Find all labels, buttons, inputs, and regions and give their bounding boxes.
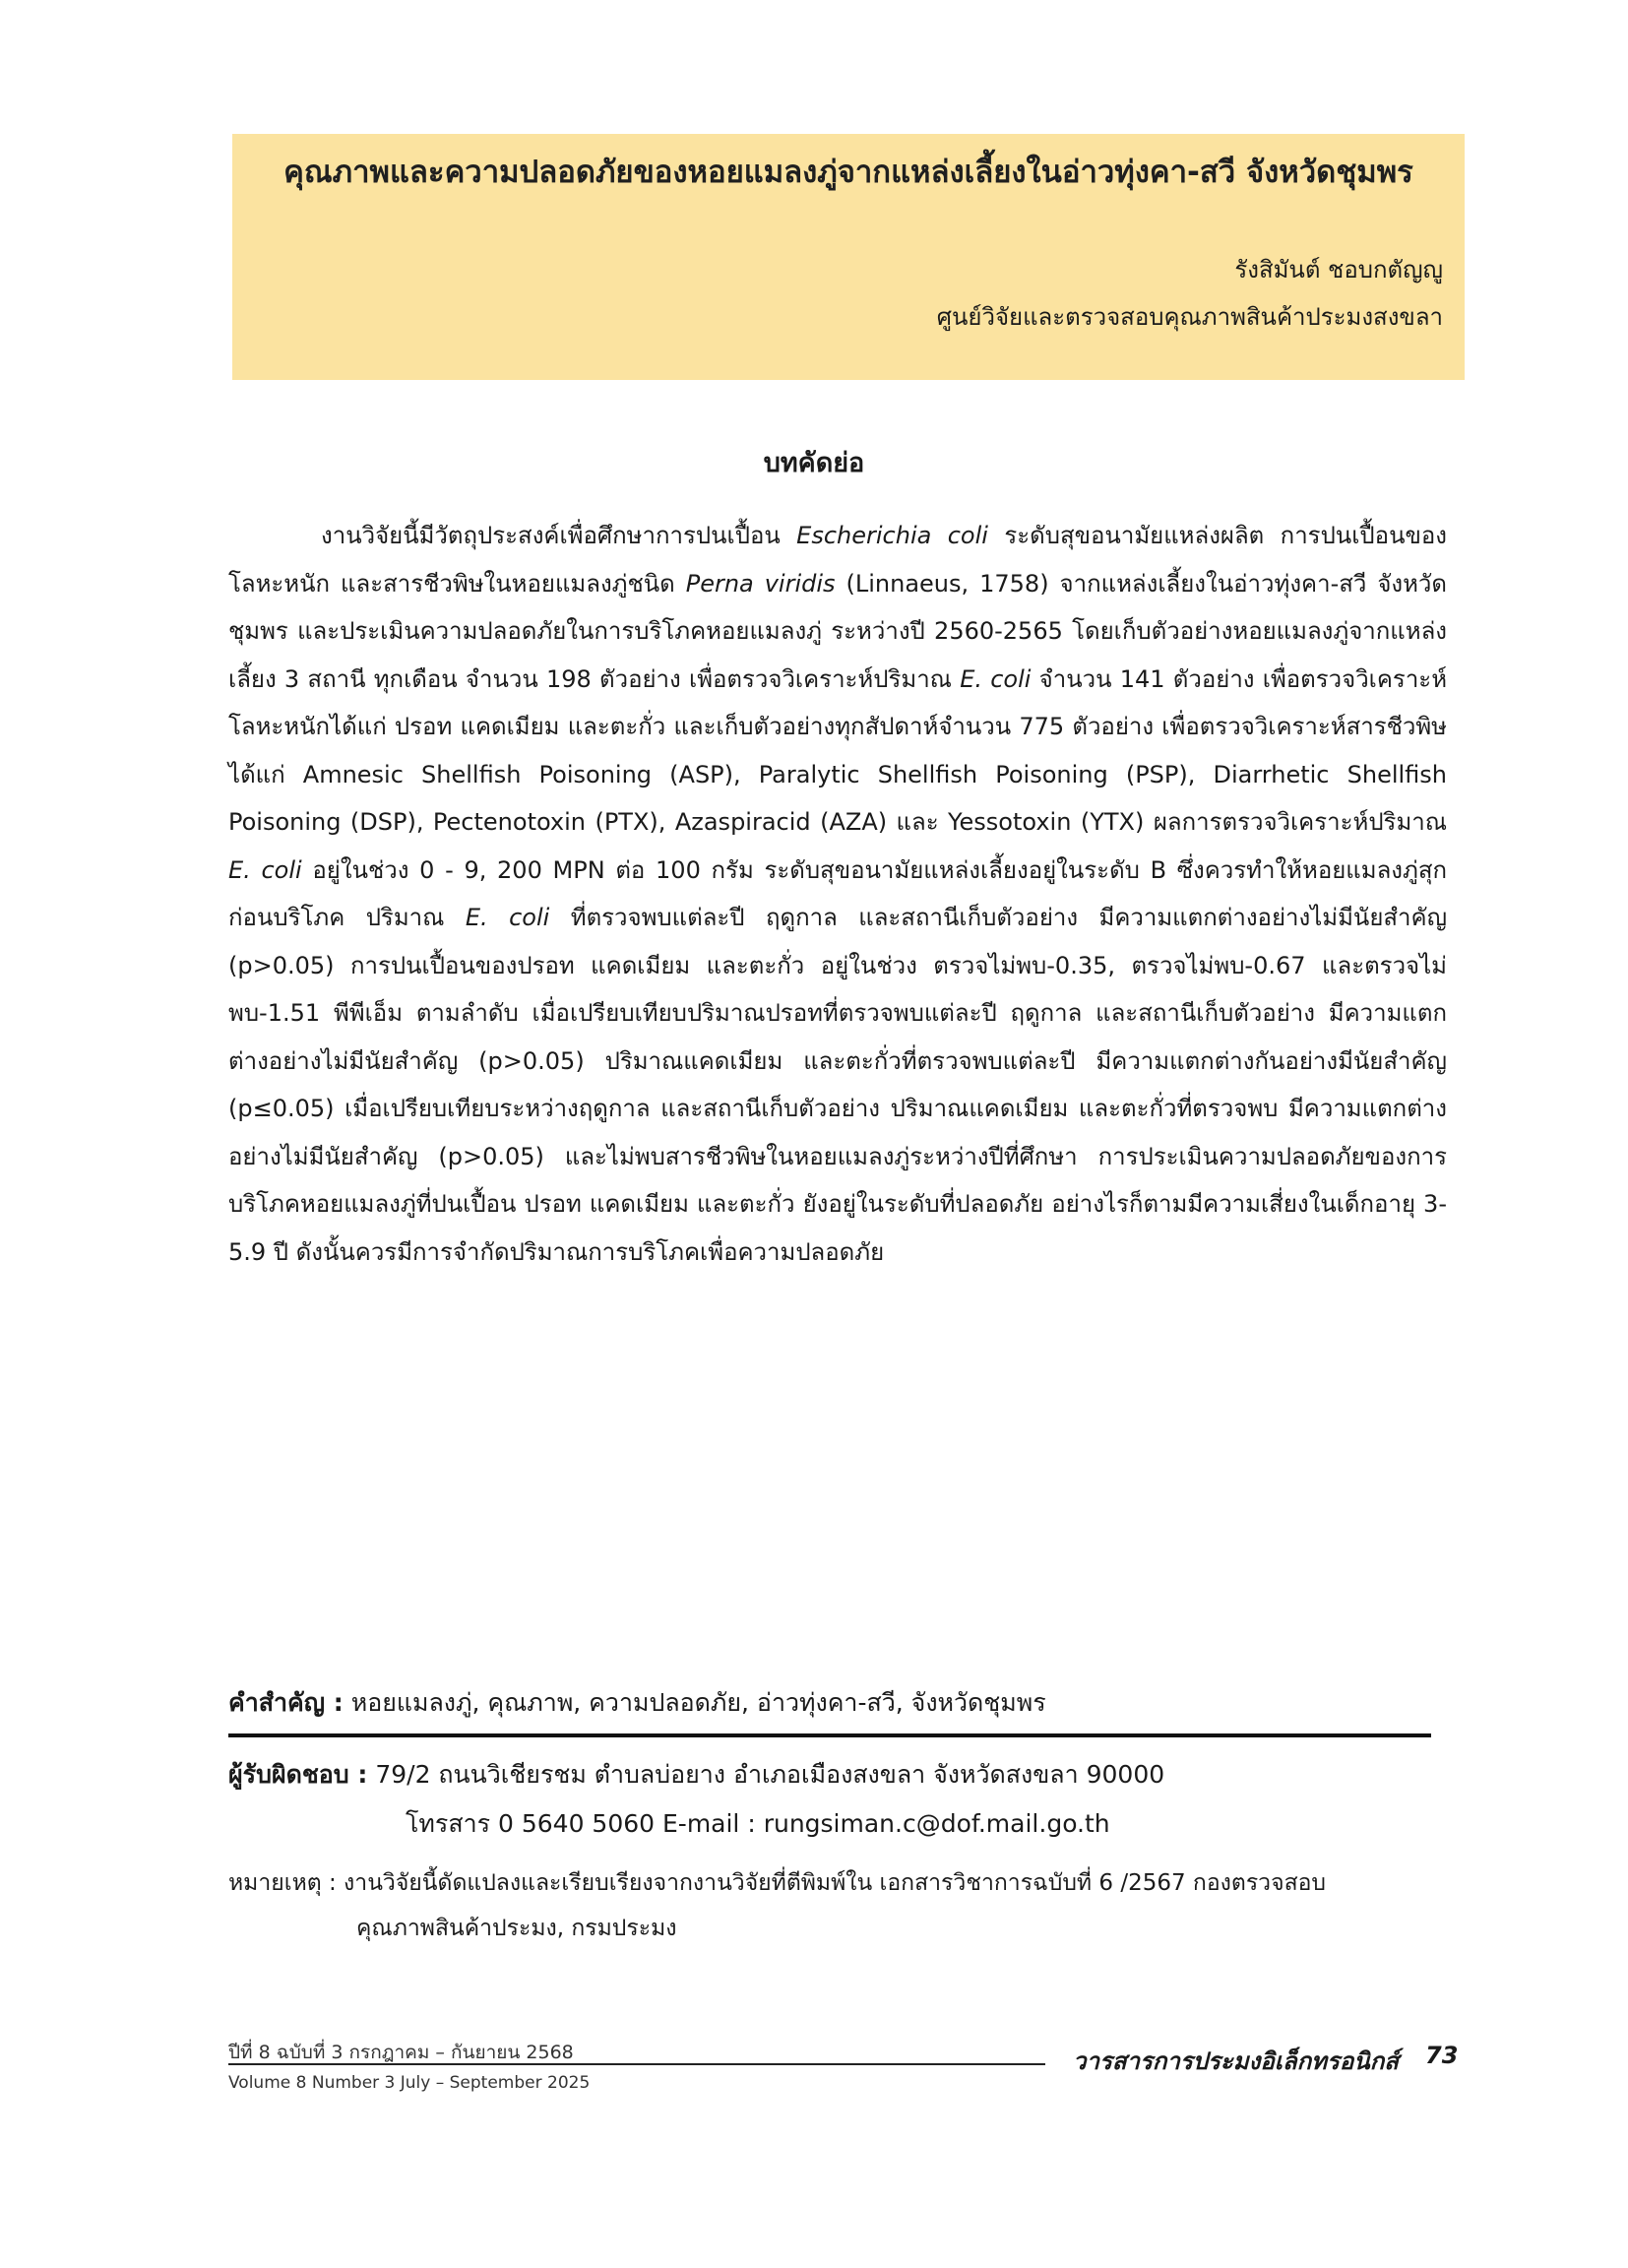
- abstract-heading: บทคัดย่อ: [763, 448, 865, 478]
- keywords-label: คำสำคัญ :: [228, 1688, 344, 1717]
- abstract-text: อยู่ในช่วง 0 - 9, 200 MPN ต่อ 100 กรัม ระดับสุขอนามัยแหล่งเลี้ยงอยู่ในระดับ B ซึ่งควรทำให้หอยแมลงภู่สุกก่อนบริโภค ปริมาณ: [228, 855, 1448, 931]
- correspondence-contact: โทรสาร 0 5640 5060 E-mail : rungsiman.c@dof.mail.go.th: [406, 1809, 1110, 1838]
- correspondence-label: ผู้รับผิดชอบ :: [228, 1760, 368, 1789]
- note: [228, 1860, 1449, 1951]
- title-box: [232, 134, 1465, 380]
- author-affiliation: ศูนย์วิจัยและตรวจสอบคุณภาพสินค้าประมงสงขลา: [936, 303, 1443, 331]
- page-number: 73: [1425, 2042, 1459, 2069]
- paper-title: คุณภาพและความปลอดภัยของหอยแมลงภู่จากแหล่งเลี้ยงในอ่าวทุ่งคา-สวี จังหวัดชุมพร: [283, 155, 1413, 190]
- note-line-1: หมายเหตุ : งานวิจัยนี้ดัดแปลงและเรียบเรียงจากงานวิจัยที่ตีพิมพ์ใน เอกสารวิชาการฉบับที่ 6 /2567 กองตรวจสอบ: [228, 1870, 1327, 1896]
- divider: [228, 1733, 1431, 1737]
- footer-issue-english: Volume 8 Number 3 July – September 2025: [228, 2073, 591, 2093]
- abstract-text: งานวิจัยนี้มีวัตถุประสงค์เพื่อศึกษาการปนเปื้อน: [321, 522, 797, 549]
- footer-issue-thai: ปีที่ 8 ฉบับที่ 3 กรกฎาคม – กันยายน 2568: [228, 2042, 574, 2063]
- correspondence-address: 79/2 ถนนวิเชียรชม ตำบลบ่อยาง อำเภอเมืองสงขลา จังหวัดสงขลา 90000: [367, 1760, 1165, 1789]
- species-name: E. coli: [228, 855, 302, 884]
- correspondence: [228, 1750, 1164, 1849]
- journal-name: วารสารการประมงอิเล็กทรอนิกส์: [1073, 2048, 1399, 2075]
- species-name: Escherichia coli: [796, 522, 988, 549]
- correspondence-address-line: [228, 1750, 1164, 1799]
- abstract-text: ระดับสุขอนามัยแหล่งผลิต การปนเปื้อนของโลหะหนัก และสารชีวพิษในหอยแมลงภู่ชนิด: [228, 522, 1448, 598]
- abstract-body: [228, 512, 1447, 1276]
- abstract-text: จำนวน 141 ตัวอย่าง เพื่อตรวจวิเคราะห์โลหะหนักได้แก่ ปรอท แคดเมียม และตะกั่ว และเก็บตัวอย่างทุกสัปดาห์จำนวน 775 ตัวอย่าง เพื่อตรวจวิเคราะห์สารชีวพิษได้แก่ Amnesic Shellfish Poisoning (ASP), Paralytic Shellfish Poisoning (PSP), Diarrhetic Shellfish Poisoning (DSP), Pectenotoxin (PTX), Azaspiracid (AZA) และ Yessotoxin (YTX) ผลการตรวจวิเคราะห์ปริมาณ: [228, 664, 1448, 836]
- species-name: Perna viridis: [685, 569, 836, 598]
- footer-divider: [228, 2063, 1045, 2065]
- species-name: E. coli: [960, 664, 1032, 693]
- author-name: รังสิมันต์ ชอบกตัญญู: [1234, 256, 1443, 284]
- abstract-paragraph: [228, 512, 1447, 1276]
- note-line-2: คุณภาพสินค้าประมง, กรมประมง: [356, 1916, 677, 1941]
- abstract-text: (Linnaeus, 1758) จากแหล่งเลี้ยงในอ่าวทุ่งคา-สวี จังหวัดชุมพร และประเมินความปลอดภัยในการบริโภคหอยแมลงภู่ ระหว่างปี 2560-2565 โดยเก็บตัวอย่างหอยแมลงภู่จากแหล่งเลี้ยง 3 สถานี ทุกเดือน จำนวน 198 ตัวอย่าง เพื่อตรวจวิเคราะห์ปริมาณ: [228, 569, 1447, 693]
- species-name: E. coli: [465, 904, 550, 931]
- keywords: [228, 1683, 1046, 1723]
- keywords-text: หอยแมลงภู่, คุณภาพ, ความปลอดภัย, อ่าวทุ่งคา-สวี, จังหวัดชุมพร: [343, 1688, 1046, 1717]
- abstract-text: ที่ตรวจพบแต่ละปี ฤดูกาล และสถานีเก็บตัวอย่าง มีความแตกต่างอย่างไม่มีนัยสำคัญ (p>0.05) การปนเปื้อนของปรอท แคดเมียม และตะกั่ว อยู่ในช่วง ตรวจไม่พบ-0.35, ตรวจไม่พบ-0.67 และตรวจไม่พบ-1.51 พีพีเอ็ม ตามลำดับ เมื่อเปรียบเทียบปริมาณปรอทที่ตรวจพบแต่ละปี ฤดูกาล และสถานีเก็บตัวอย่าง มีความแตกต่างอย่างไม่มีนัยสำคัญ (p>0.05) ปริมาณแคดเมียม และตะกั่วที่ตรวจพบแต่ละปี มีความแตกต่างกันอย่างมีนัยสำคัญ (p≤0.05) เมื่อเปรียบเทียบระหว่างฤดูกาล และสถานีเก็บตัวอย่าง ปริมาณแคดเมียม และตะกั่วที่ตรวจพบ มีความแตกต่างอย่างไม่มีนัยสำคัญ (p>0.05) และไม่พบสารชีวพิษในหอยแมลงภู่ระหว่างปีที่ศึกษา การประเมินความปลอดภัยของการบริโภคหอยแมลงภู่ที่ปนเปื้อน ปรอท แคดเมียม และตะกั่ว ยังอยู่ในระดับที่ปลอดภัย อย่างไรก็ตามมีความเสี่ยงในเด็กอายุ 3-5.9 ปี ดังนั้นควรมีการจำกัดปริมาณการบริโภคเพื่อความปลอดภัย: [228, 904, 1448, 1266]
